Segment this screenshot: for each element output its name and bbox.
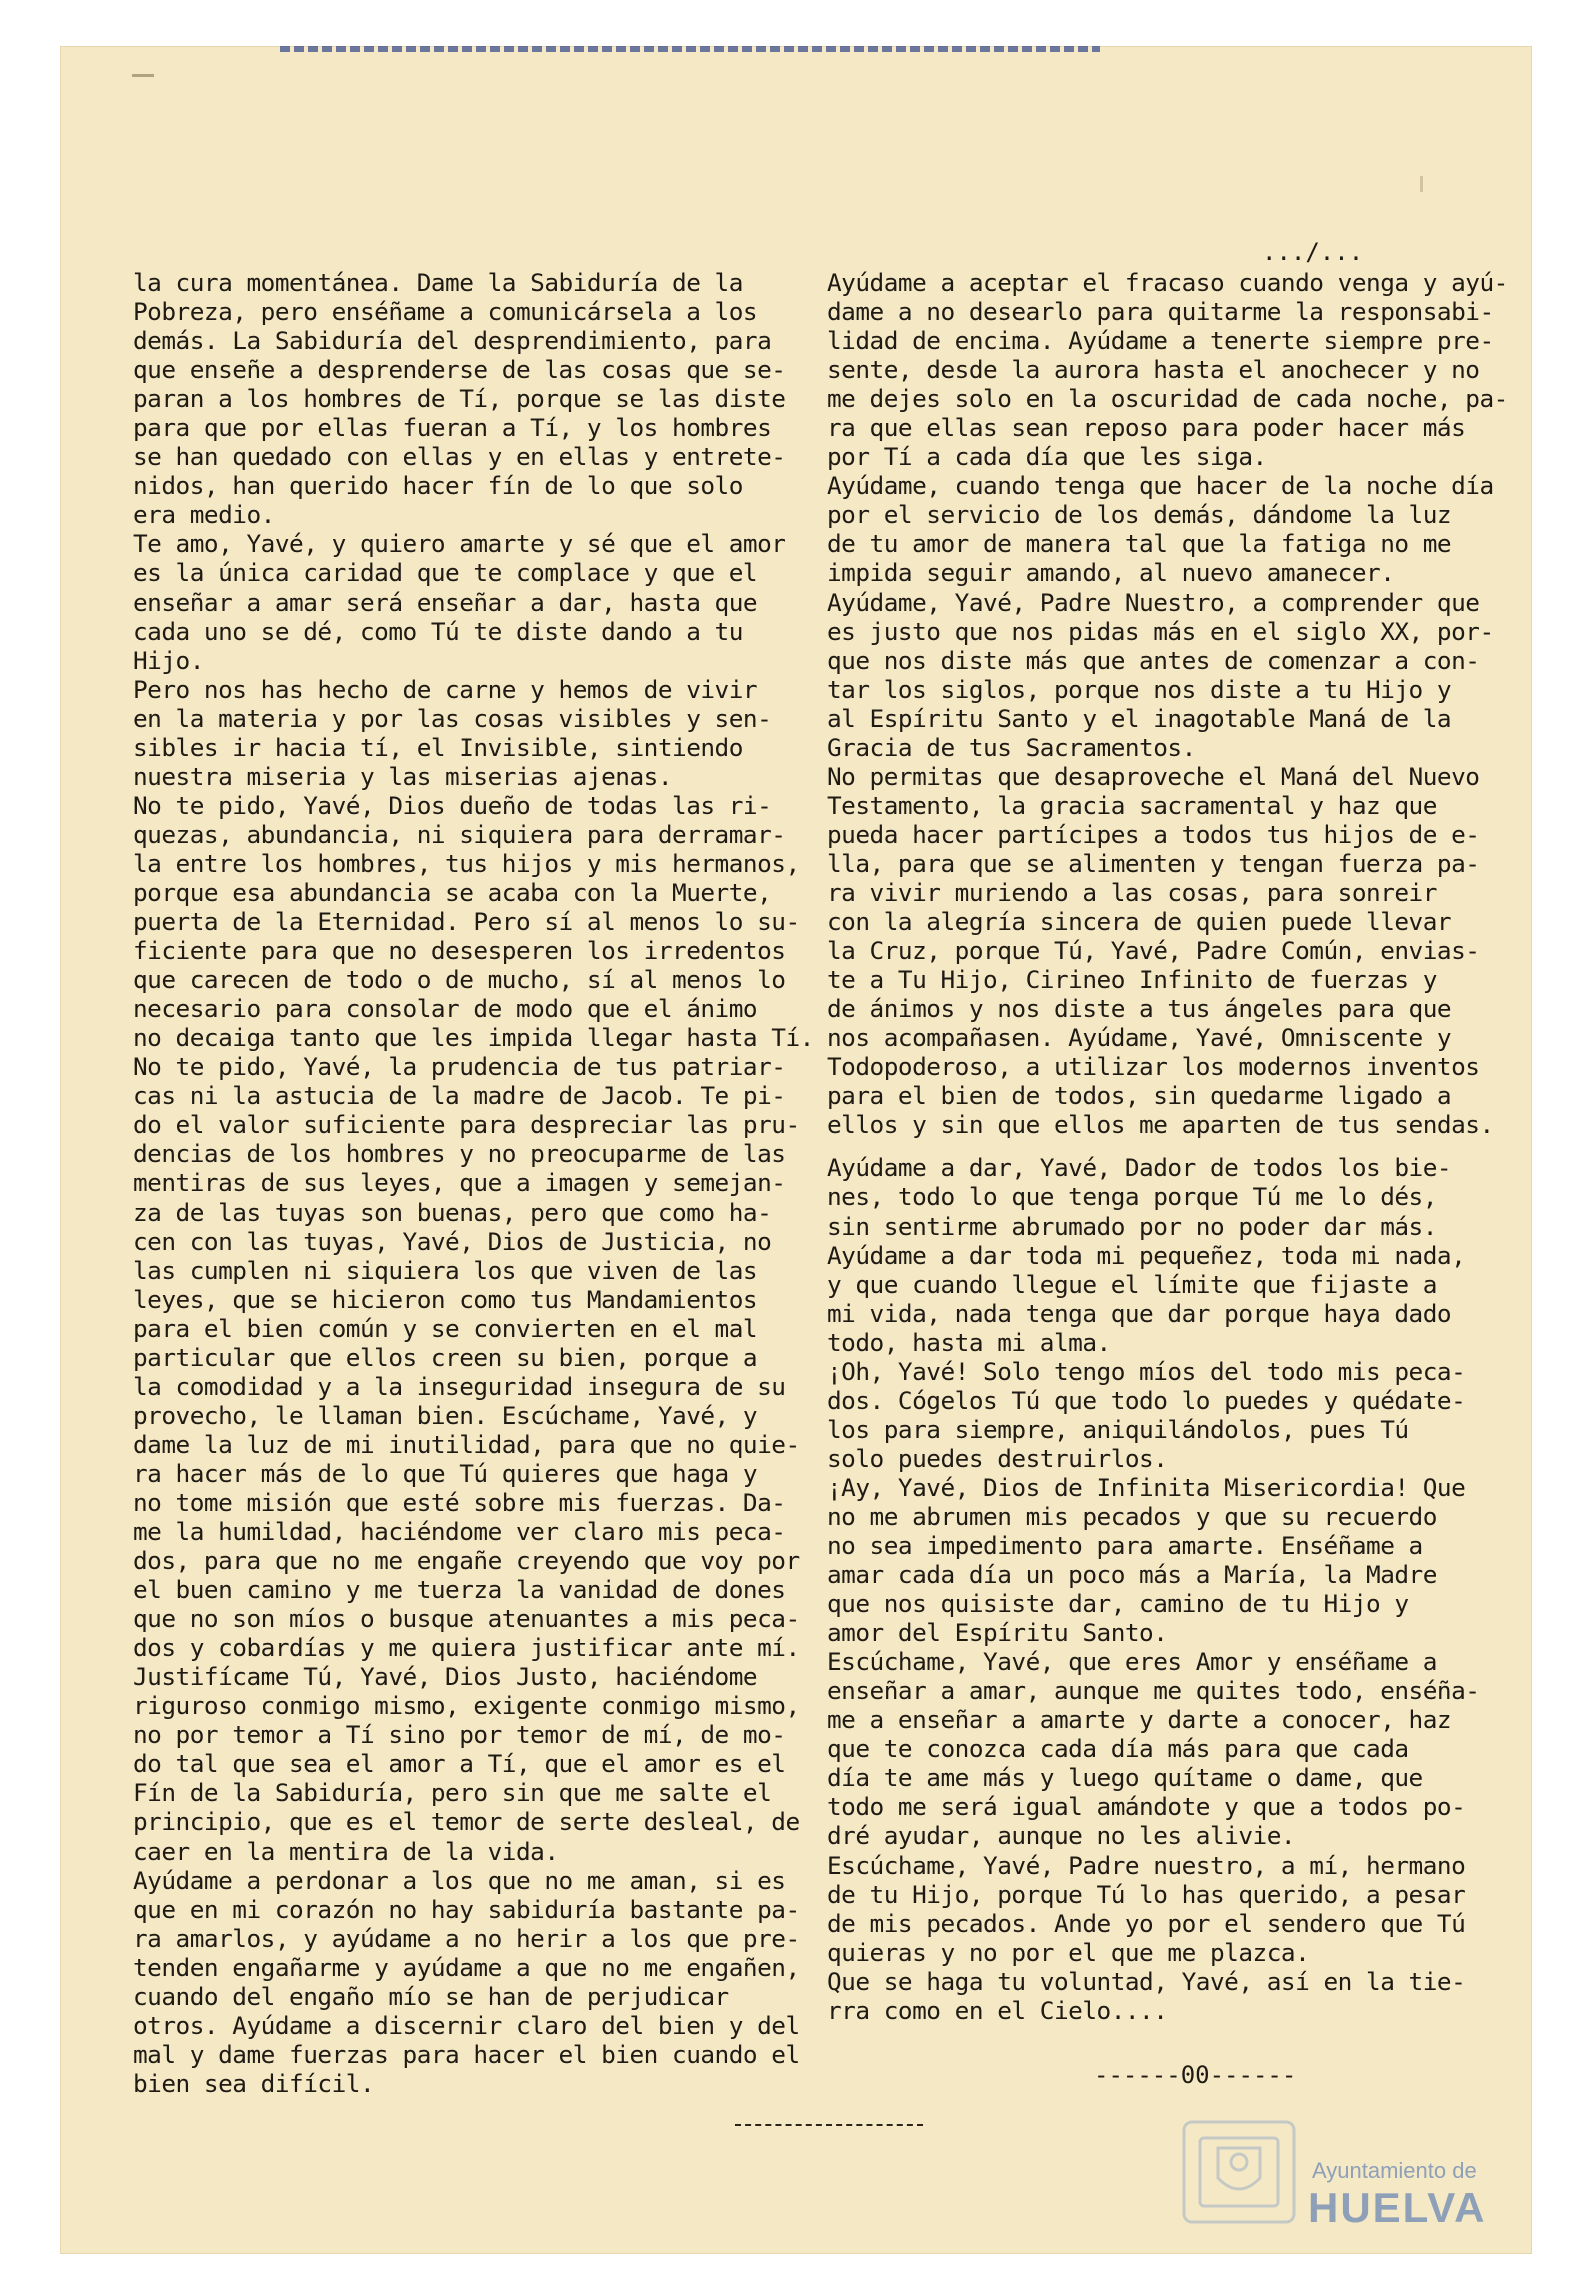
margin-mark — [1420, 176, 1423, 192]
text-line: No te pido, Yavé, la prudencia de tus patriar- — [133, 1052, 786, 1082]
text-line: que te conozca cada día más para que cada — [827, 1734, 1409, 1764]
text-line: ¡Ay, Yavé, Dios de Infinita Misericordia! Que — [827, 1472, 1466, 1502]
corner-mark — [132, 74, 154, 77]
text-line: no me abrumen mis pecados y que su recuerdo — [827, 1501, 1437, 1531]
text-line: amar cada día un poco más a María, la Madre — [827, 1560, 1437, 1590]
text-line: mentiras de sus leyes, que a imagen y semejan- — [133, 1168, 786, 1198]
text-line: que en mi corazón no hay sabiduría bastante pa- — [133, 1894, 800, 1924]
text-line: al Espíritu Santo y el inagotable Maná de la — [827, 703, 1452, 733]
text-line: la Cruz, porque Tú, Yavé, Padre Común, envias- — [827, 936, 1480, 966]
text-line: porque esa abundancia se acaba con la Muerte, — [133, 877, 772, 907]
text-line: mi vida, nada tenga que dar porque haya dado — [827, 1298, 1452, 1328]
text-line: por el servicio de los demás, dándome la luz — [827, 500, 1452, 530]
text-line: dré ayudar, aunque no les alivie. — [827, 1821, 1296, 1851]
blue-edge-stain — [280, 46, 1100, 52]
text-line: paran a los hombres de Tí, porque se las diste — [133, 384, 786, 414]
text-line: con la alegría sincera de quien puede llevar — [827, 907, 1452, 937]
text-line: cuando del engaño mío se han de perjudicar — [133, 1981, 729, 2011]
text-line: Ayúdame a dar toda mi pequeñez, toda mi nada, — [827, 1240, 1466, 1270]
text-line: tenden engañarme y ayúdame a que no me engañen, — [133, 1952, 800, 1982]
watermark-line1: Ayuntamiento de — [1312, 2158, 1477, 2183]
text-line: de tu Hijo, porque Tú lo has querido, a pesar — [827, 1879, 1466, 1909]
text-line: demás. La Sabiduría del desprendimiento, para — [133, 326, 772, 356]
text-line: Que se haga tu voluntad, Yavé, así en la tie- — [827, 1966, 1466, 1996]
text-line: para el bien común y se convierten en el mal — [133, 1313, 758, 1343]
text-line: todo me será igual amándote y que a todos po- — [827, 1792, 1466, 1822]
continuation-mark: .../... — [1262, 238, 1364, 266]
text-line: ra que ellas sean reposo para poder hacer más — [827, 413, 1466, 443]
text-line: quezas, abundancia, ni siquiera para derramar- — [133, 819, 786, 849]
text-line: Ayúdame a dar, Yavé, Dador de todos los bie- — [827, 1153, 1452, 1183]
text-line: cada uno se dé, como Tú te diste dando a tu — [133, 616, 743, 646]
text-line: de tu amor de manera tal que la fatiga no me — [827, 529, 1452, 559]
text-line: Pero nos has hecho de carne y hemos de vivir — [133, 674, 758, 704]
watermark-line2: HUELVA — [1308, 2184, 1487, 2231]
text-line: día te ame más y luego quítame o dame, que — [827, 1763, 1423, 1793]
text-line: no tome misión que esté sobre mis fuerzas. Da- — [133, 1487, 786, 1517]
text-line: No permitas que desaproveche el Maná del Nuevo — [827, 761, 1480, 791]
text-line: que nos quisiste dar, camino de tu Hijo y — [827, 1589, 1409, 1619]
text-line: no decaiga tanto que les impida llegar hasta Tí. — [133, 1023, 814, 1053]
text-line: caer en la mentira de la vida. — [133, 1836, 559, 1866]
text-line: Te amo, Yavé, y quiero amarte y sé que el amor — [133, 529, 786, 559]
text-line: Hijo. — [133, 645, 204, 675]
text-line: de ánimos y nos diste a tus ángeles para que — [827, 994, 1452, 1024]
text-line: era medio. — [133, 500, 275, 530]
text-line: tar los siglos, porque nos diste a tu Hijo y — [827, 674, 1452, 704]
text-line: leyes, que se hicieron como tus Mandamientos — [133, 1284, 758, 1314]
text-line: el buen camino y me tuerza la vanidad de dones — [133, 1575, 786, 1605]
text-line: enseñar a amar será enseñar a dar, hasta que — [133, 587, 758, 617]
text-line: Gracia de tus Sacramentos. — [827, 732, 1196, 762]
text-line: es la única caridad que te complace y que el — [133, 558, 758, 588]
text-line: en la materia y por las cosas visibles y sen- — [133, 703, 772, 733]
text-line: particular que ellos creen su bien, porque a — [133, 1342, 758, 1372]
text-line: dos. Cógelos Tú que todo lo puedes y quédate- — [827, 1385, 1466, 1415]
text-line: provecho, le llaman bien. Escúchame, Yavé, y — [133, 1400, 758, 1430]
text-line: No te pido, Yavé, Dios dueño de todas las ri- — [133, 790, 772, 820]
text-line: que enseñe a desprenderse de las cosas que se- — [133, 355, 786, 385]
shield-icon — [1184, 2122, 1294, 2222]
text-line: enseñar a amar, aunque me quites todo, enséña- — [827, 1676, 1480, 1706]
text-line: pueda hacer partícipes a todos tus hijos de e- — [827, 819, 1480, 849]
text-line: sibles ir hacia tí, el Invisible, sintiendo — [133, 732, 743, 762]
text-line: Pobreza, pero enséñame a comunicársela a los — [133, 297, 758, 327]
text-line: que nos diste más que antes de comenzar a con- — [827, 645, 1480, 675]
text-line: ¡Oh, Yavé! Solo tengo míos del todo mis peca- — [827, 1356, 1466, 1386]
text-line: Ayúdame a aceptar el fracaso cuando venga y ayú- — [827, 268, 1508, 297]
text-line: rra como en el Cielo.... — [827, 1995, 1168, 2025]
text-line: quieras y no por el que me plazca. — [827, 1937, 1310, 1967]
text-line: Ayúdame, Yavé, Padre Nuestro, a comprender que — [827, 587, 1480, 617]
text-line: lidad de encima. Ayúdame a tenerte siempre pre- — [827, 326, 1494, 356]
text-line: que no son míos o busque atenuantes a mis peca- — [133, 1604, 800, 1634]
text-line: cen con las tuyas, Yavé, Dios de Justicia, no — [133, 1226, 772, 1256]
text-line: que carecen de todo o de mucho, sí al menos lo — [133, 965, 786, 995]
text-line: Escúchame, Yavé, Padre nuestro, a mí, hermano — [827, 1850, 1466, 1880]
text-line: nuestra miseria y las miserias ajenas. — [133, 761, 673, 791]
text-line: sin sentirme abrumado por no poder dar más. — [827, 1211, 1437, 1241]
text-line: otros. Ayúdame a discernir claro del bien y del — [133, 2010, 800, 2040]
text-line: dame a no desearlo para quitarme la responsabi- — [827, 297, 1494, 327]
text-line: todo, hasta mi alma. — [827, 1327, 1111, 1357]
text-line: los para siempre, aniquilándolos, pues Tú — [827, 1414, 1409, 1444]
text-line: para que por ellas fueran a Tí, y los hombres — [133, 413, 772, 443]
text-line: las cumplen ni siquiera los que viven de las — [133, 1255, 758, 1285]
text-line: Fín de la Sabiduría, pero sin que me salte el — [133, 1778, 772, 1808]
end-mark: ------00------ — [1094, 2061, 1297, 2089]
text-line: la entre los hombres, tus hijos y mis hermanos, — [133, 848, 800, 878]
text-line: me la humildad, haciéndome ver claro mis peca- — [133, 1517, 786, 1547]
text-line: y que cuando llegue el límite que fijaste a — [827, 1269, 1437, 1299]
text-line: nos acompañasen. Ayúdame, Yavé, Omniscente y — [827, 1023, 1452, 1053]
text-line: Justifícame Tú, Yavé, Dios Justo, haciéndome — [133, 1662, 758, 1692]
text-line: bien sea difícil. — [133, 2068, 375, 2098]
text-line: Testamento, la gracia sacramental y haz que — [827, 790, 1437, 820]
text-line: ra vivir muriendo a las cosas, para sonreir — [827, 877, 1437, 907]
text-line: solo puedes destruirlos. — [827, 1443, 1168, 1473]
text-line: dos, para que no me engañe creyendo que voy por — [133, 1546, 800, 1576]
text-line: ra hacer más de lo que Tú quieres que haga y — [133, 1458, 758, 1488]
text-line: te a Tu Hijo, Cirineo Infinito de fuerzas y — [827, 965, 1437, 995]
text-line: para el bien de todos, sin quedarme ligado a — [827, 1081, 1452, 1111]
text-line: mal y dame fuerzas para hacer el bien cuando el — [133, 2039, 800, 2069]
page-end-rule — [735, 2124, 923, 2126]
text-line: za de las tuyas son buenas, pero que como ha- — [133, 1197, 772, 1227]
text-line: nidos, han querido hacer fín de lo que solo — [133, 471, 743, 501]
text-line: Escúchame, Yavé, que eres Amor y enséñame a — [827, 1647, 1437, 1677]
text-line: necesario para consolar de modo que el ánimo — [133, 994, 758, 1024]
text-line: la cura momentánea. Dame la Sabiduría de la — [133, 268, 743, 297]
text-line: cas ni la astucia de la madre de Jacob. Te pi- — [133, 1081, 786, 1111]
text-line: ra amarlos, y ayúdame a no herir a los que pre- — [133, 1923, 800, 1953]
text-line: dos y cobardías y me quiera justificar ante mí. — [133, 1633, 800, 1663]
text-line: impida seguir amando, al nuevo amanecer. — [827, 558, 1395, 588]
text-line: nes, todo lo que tenga porque Tú me lo dés, — [827, 1182, 1437, 1212]
text-line: es justo que nos pidas más en el siglo XX, por- — [827, 616, 1494, 646]
text-line: Todopoderoso, a utilizar los modernos inventos — [827, 1052, 1480, 1082]
text-line: ellos y sin que ellos me aparten de tus sendas. — [827, 1110, 1494, 1140]
text-line: se han quedado con ellas y en ellas y entrete- — [133, 442, 786, 472]
text-line: por Tí a cada día que les siga. — [827, 442, 1267, 472]
text-line: puerta de la Eternidad. Pero sí al menos lo su- — [133, 907, 800, 937]
text-line: me dejes solo en la oscuridad de cada noche, pa- — [827, 384, 1508, 414]
text-line: me a enseñar a amarte y darte a conocer, haz — [827, 1705, 1452, 1735]
right-text-column — [827, 268, 1527, 2025]
text-line: dencias de los hombres y no preocuparme de las — [133, 1139, 786, 1169]
text-line: de mis pecados. Ande yo por el sendero que Tú — [827, 1908, 1466, 1938]
text-line: lla, para que se alimenten y tengan fuerza pa- — [827, 848, 1480, 878]
text-line: no por temor a Tí sino por temor de mí, de mo- — [133, 1720, 786, 1750]
text-line: dame la luz de mi inutilidad, para que no quie- — [133, 1429, 800, 1459]
text-line: principio, que es el temor de serte desleal, de — [133, 1807, 800, 1837]
text-line: Ayúdame, cuando tenga que hacer de la noche día — [827, 471, 1494, 501]
text-line: sente, desde la aurora hasta el anochecer y no — [827, 355, 1480, 385]
text-line: do tal que sea el amor a Tí, que el amor es el — [133, 1749, 786, 1779]
text-line: ficiente para que no desesperen los irredentos — [133, 936, 786, 966]
text-line: do el valor suficiente para despreciar las pru- — [133, 1110, 800, 1140]
text-line: no sea impedimento para amarte. Enséñame a — [827, 1531, 1423, 1561]
text-line: amor del Espíritu Santo. — [827, 1618, 1168, 1648]
left-text-column — [133, 268, 823, 2098]
text-line: la comodidad y a la inseguridad insegura de su — [133, 1371, 786, 1401]
text-line: Ayúdame a perdonar a los que no me aman, si es — [133, 1865, 786, 1895]
text-line: riguroso conmigo mismo, exigente conmigo mismo, — [133, 1691, 800, 1721]
